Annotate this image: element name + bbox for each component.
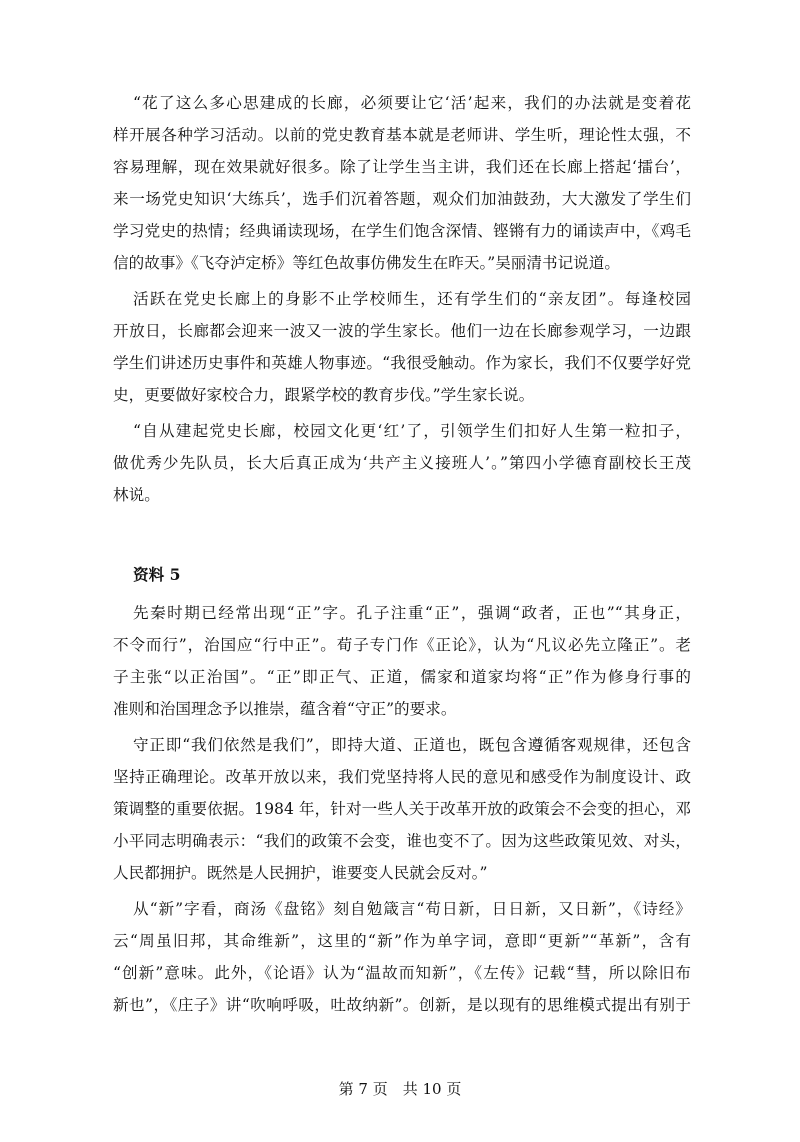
text-line: 准则和治国理念予以推崇，蕴含着“守正”的要求。	[113, 700, 457, 718]
paragraph	[113, 415, 691, 511]
text-line: 信的故事》《飞夺泸定桥》等红色故事仿佛发生在昨天。”吴丽清书记说道。	[113, 254, 620, 272]
text-line: 先秦时期已经常出现“正”字。孔子注重“正”，强调“政者，正也”“其身正，	[133, 604, 691, 622]
text-line: 史，更要做好家校合力，跟紧学校的教育步伐。”学生家长说。	[113, 386, 535, 404]
text-line: “自从建起党史长廊，校园文化更‘红’了，引领学生们扣好人生第一粒扣子，	[133, 422, 691, 440]
text-line: 样开展各种学习活动。以前的党史教育基本就是老师讲、学生听，理论性太强，不	[113, 126, 691, 144]
text-line: 开放日，长廊都会迎来一波又一波的学生家长。他们一边在长廊参观学习，一边跟	[113, 322, 691, 340]
document-body	[113, 87, 691, 1025]
text-line: 坚持正确理论。改革开放以来，我们党坚持将人民的意见和感受作为制度设计、政	[113, 768, 691, 786]
section-heading: 资料 5	[133, 565, 181, 584]
paragraph	[113, 87, 691, 279]
text-line: 活跃在党史长廊上的身影不止学校师生，还有学生们的“亲友团”。每逢校园	[133, 290, 691, 308]
text-line: 守正即“我们依然是我们”，即持大道、正道也，既包含遵循客观规律，还包含	[133, 736, 691, 754]
paragraph	[113, 893, 691, 1021]
text-line: 云“周虽旧邦，其命维新”，这里的“新”作为单字词，意即“更新”“革新”，含有	[113, 932, 691, 950]
text-line: 策调整的重要依据。1984 年，针对一些人关于改革开放的政策会不会变的担心，邓	[113, 800, 691, 818]
text-line: “创新”意味。此外，《论语》认为“温故而知新”，《左传》记载“彗，所以除旧布	[113, 964, 691, 982]
text-line: 学习党史的热情；经典诵读现场，在学生们饱含深情、铿锵有力的诵读声中，《鸡毛	[113, 222, 691, 240]
text-line: 从“新”字看，商汤《盘铭》刻自勉箴言“苟日新，日日新，又日新”，《诗经》	[133, 900, 691, 918]
text-line: 做优秀少先队员，长大后真正成为‘共产主义接班人’。”第四小学德育副校长王茂	[113, 454, 691, 472]
paragraph	[113, 729, 691, 889]
text-line: 人民都拥护。既然是人民拥护，谁要变人民就会反对。”	[113, 864, 488, 882]
paragraph	[113, 597, 691, 725]
paragraph	[113, 283, 691, 411]
page-footer: 第 7 页 共 10 页	[338, 1080, 462, 1098]
text-line: 学生们讲述历史事件和英雄人物事迹。“我很受触动。作为家长，我们不仅要学好党	[113, 354, 691, 372]
text-line: 不令而行”，治国应“行中正”。荀子专门作《正论》，认为“凡议必先立隆正”。老	[113, 636, 691, 654]
text-line: 子主张“以正治国”。“正”即正气、正道，儒家和道家均将“正”作为修身行事的	[113, 668, 691, 686]
text-line: 容易理解，现在效果就好很多。除了让学生当主讲，我们还在长廊上搭起‘擂台’，	[113, 158, 691, 176]
text-line: 新也”，《庄子》讲“吹响呼吸，吐故纳新”。创新，是以现有的思维模式提出有别于	[113, 996, 691, 1014]
text-line: 林说。	[113, 486, 160, 504]
text-line: “花了这么多心思建成的长廊，必须要让它‘活’起来，我们的办法就是变着花	[133, 94, 691, 112]
text-line: 小平同志明确表示：“我们的政策不会变，谁也变不了。因为这些政策见效、对头，	[113, 832, 691, 850]
text-line: 来一场党史知识‘大练兵’，选手们沉着答题，观众们加油鼓劲，大大激发了学生们	[113, 190, 691, 208]
